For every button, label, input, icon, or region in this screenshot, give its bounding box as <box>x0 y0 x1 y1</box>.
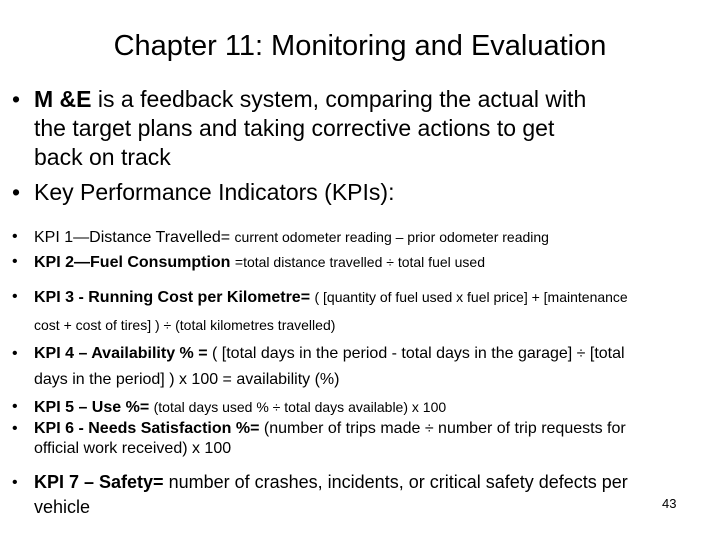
me-line-3: back on track <box>34 144 171 170</box>
me-term: M &E <box>34 86 92 112</box>
bullet-dot: • <box>12 398 18 415</box>
kpi-5-name: KPI 5 – Use %= <box>34 399 154 416</box>
kpi-1 <box>34 226 549 249</box>
kpi-4 <box>34 343 625 365</box>
kpi-2-name: KPI 2—Fuel Consumption <box>34 254 235 271</box>
kpi-6-formula-1: (number of trips made ÷ number of trip requests for <box>263 420 626 437</box>
bullet-dot: • <box>12 345 18 362</box>
kpi-7-formula-1: number of crashes, incidents, or critical safety defects per <box>168 472 628 492</box>
kpi-1-formula: current odometer reading – prior odometer reading <box>234 229 549 245</box>
bullet-dot: • <box>12 420 18 437</box>
bullet-dot: • <box>12 253 18 270</box>
bullet-dot: • <box>12 86 21 112</box>
bullet-dot: • <box>12 288 18 305</box>
kpi-2 <box>34 251 485 274</box>
kpi-4-name: KPI 4 – Availability % = <box>34 345 212 362</box>
bullet-dot: • <box>12 228 18 245</box>
kpi-7-name: KPI 7 – Safety= <box>34 472 169 492</box>
kpi-7 <box>34 469 628 495</box>
kpi-1-name: KPI 1—Distance Travelled= <box>34 229 235 246</box>
kpi-5-formula: (total days used % ÷ total days available) x 100 <box>153 399 447 415</box>
kpi-5 <box>34 396 446 419</box>
kpi-3-formula-2: cost + cost of tires] ) ÷ (total kilometres travelled) <box>34 317 336 333</box>
me-line-2: the target plans and taking corrective actions to get <box>34 115 555 141</box>
me-line-1: is a feedback system, comparing the actual with <box>91 86 587 112</box>
kpi-7-formula-2: vehicle <box>34 497 91 517</box>
kpi-4-formula-1: ( [total days in the period - total days in the garage] ÷ [total <box>212 345 625 362</box>
kpi-6-name: KPI 6 - Needs Satisfaction %= <box>34 420 264 437</box>
bullet-dot: • <box>12 474 18 491</box>
me-definition <box>34 85 714 172</box>
kpi-2-formula: =total distance travelled ÷ total fuel used <box>234 254 486 270</box>
kpi-6-formula-2: official work received) x 100 <box>34 440 232 457</box>
kpi-6 <box>34 418 626 440</box>
slide-title: Chapter 11: Monitoring and Evaluation <box>113 30 607 62</box>
kpi-3-name: KPI 3 - Running Cost per Kilometre= <box>34 289 315 306</box>
page-number: 43 <box>662 496 677 511</box>
kpis-heading: Key Performance Indicators (KPIs): <box>34 179 395 205</box>
bullet-dot: • <box>12 179 21 205</box>
kpi-4-formula-2: days in the period] ) x 100 = availability (%) <box>34 371 340 388</box>
kpi-3 <box>34 286 628 309</box>
kpi-3-formula-1: ( [quantity of fuel used x fuel price] + [maintenance <box>314 289 628 305</box>
